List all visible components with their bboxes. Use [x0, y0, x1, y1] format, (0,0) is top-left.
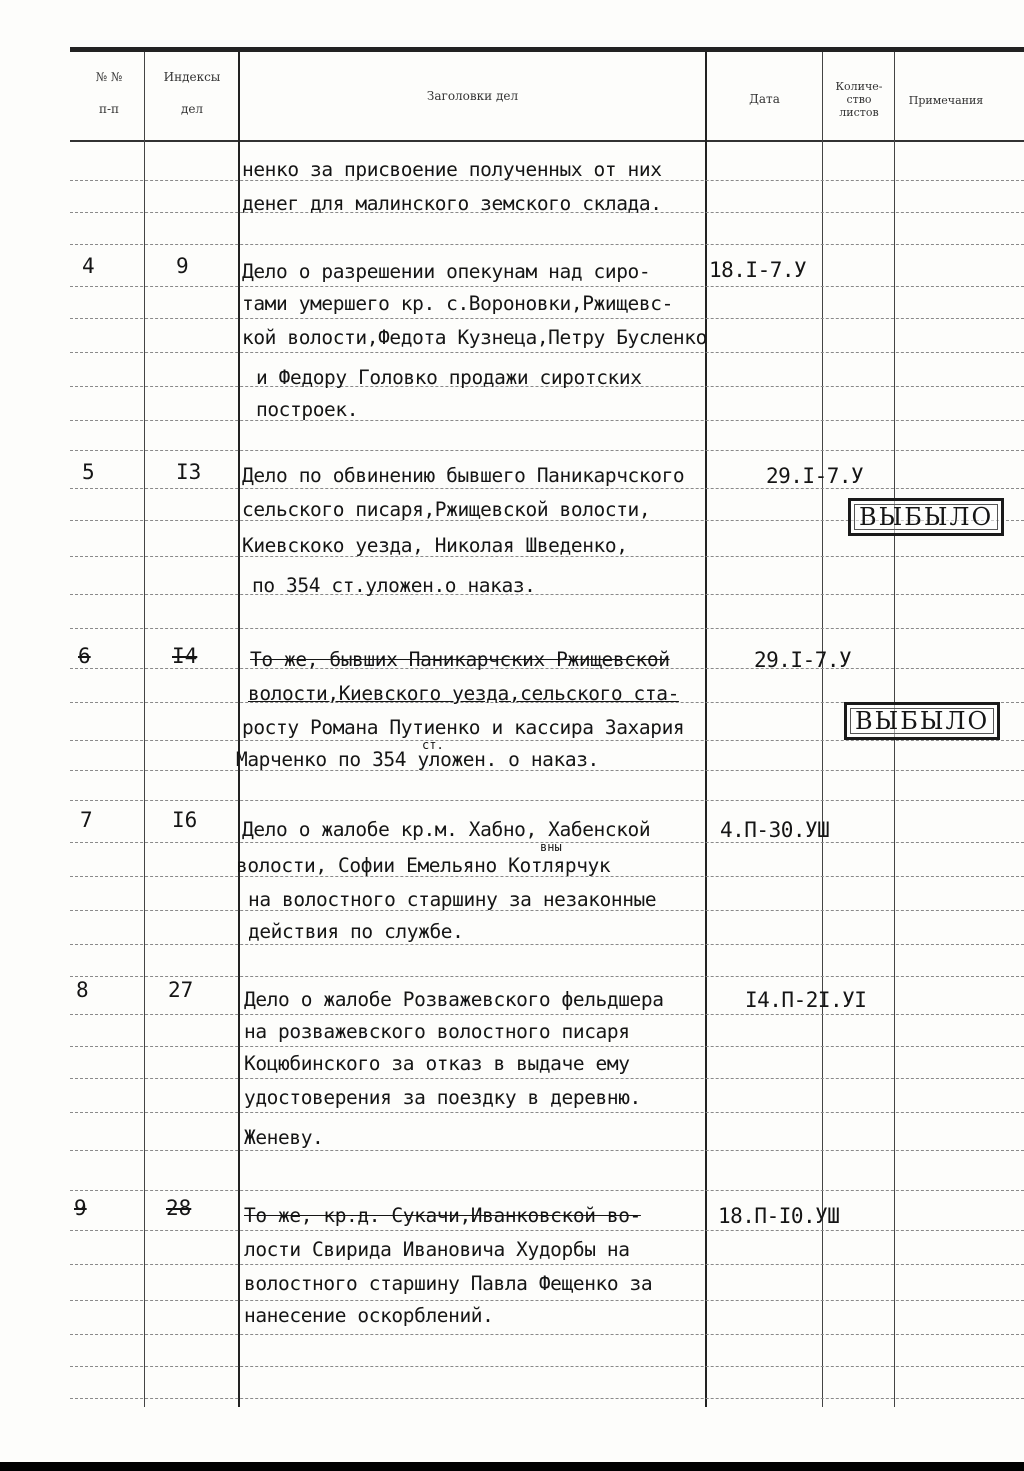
header-count-line2: ство: [846, 93, 872, 106]
rule: [70, 286, 1024, 287]
header-rule: [70, 140, 1024, 142]
rule: [70, 352, 1024, 353]
entry-index: I3: [176, 460, 202, 484]
header-index-line1: Индексы: [163, 70, 221, 84]
header-count: [824, 80, 894, 119]
entry-line: по 354 ст.уложен.о наказ.: [252, 574, 536, 597]
entry-index: I4: [172, 644, 198, 668]
col-line-3: [705, 52, 707, 1407]
header-index-line2: дел: [180, 102, 204, 116]
entry-line: лости Свирида Ивановича Худорбы на: [244, 1238, 630, 1261]
entry-line: нанесение оскорблений.: [244, 1304, 494, 1327]
entry-line: и Федору Головко продажи сиротских: [256, 366, 642, 389]
rule: [70, 450, 1024, 451]
entry-number: 5: [82, 460, 95, 484]
rule: [70, 1112, 1024, 1113]
header-count-line3: листов: [839, 106, 879, 119]
entry-line: волости, Софии Емельяно Котлярчук: [236, 854, 611, 877]
rule: [70, 944, 1024, 945]
entry-line: волостного старшину Павла Фещенко за: [244, 1272, 653, 1295]
entry-line: Дело о жалобе Розважевского фельдшера: [244, 988, 664, 1011]
rule: [70, 1300, 1024, 1301]
rule: [70, 1366, 1024, 1367]
header-number-line1: № №: [95, 70, 123, 84]
rule: [70, 318, 1024, 319]
entry-number: 4: [82, 254, 95, 278]
stamp-vybylo: ВЫБЫЛО: [848, 498, 1004, 536]
scan-bottom-edge: [0, 1462, 1024, 1471]
entry-line: Дело о жалобе кр.м. Хабно, Хабенской: [242, 818, 651, 841]
entry-line: То же, бывших Паникарчских Ржищевской: [250, 648, 670, 671]
entry-superscript: ст.: [422, 738, 444, 752]
header-number: [74, 70, 144, 116]
rule: [70, 1398, 1024, 1399]
entry-line: ненко за присвоение полученных от них: [242, 158, 662, 181]
entry-line: Женеву.: [244, 1126, 324, 1149]
entry-index: 28: [166, 1196, 192, 1220]
entry-number: 7: [80, 808, 93, 832]
rule: [70, 244, 1024, 245]
entry-line: сельского писаря,Ржищевской волости,: [242, 498, 651, 521]
stamp-vybylo: ВЫБЫЛО: [844, 702, 1000, 740]
entry-line: тами умершего кр. с.Вороновки,Ржищевс-: [242, 292, 673, 315]
rule: [70, 740, 1024, 741]
entry-index: I6: [172, 808, 198, 832]
entry-line: на волостного старшину за незаконные: [248, 888, 657, 911]
entry-line: волости,Киевского уезда,сельского ста-: [248, 682, 679, 705]
rule: [70, 1078, 1024, 1079]
entry-line: Дело по обвинению бывшего Паникарчского: [242, 464, 685, 487]
entry-line: на розважевского волостного писаря: [244, 1020, 630, 1043]
entry-index: 9: [176, 254, 189, 278]
entry-date: 29.I-7.У: [766, 464, 864, 488]
entry-line: удостоверения за поездку в деревню.: [244, 1086, 641, 1109]
rule: [70, 1334, 1024, 1335]
entry-number: 8: [76, 978, 89, 1002]
entry-date: 18.П-I0.УШ: [718, 1204, 840, 1228]
header-date: Дата: [749, 92, 780, 106]
rule: [70, 1150, 1024, 1151]
entry-date: 29.I-7.У: [754, 648, 852, 672]
rule: [70, 1190, 1024, 1191]
entry-line: кой волости,Федота Кузнеца,Петру Бусленко: [242, 326, 707, 349]
header-index: [146, 70, 238, 116]
entry-line: денег для малинского земского склада.: [242, 192, 662, 215]
entry-line: Дело о разрешении опекунам над сиро-: [242, 260, 651, 283]
entry-date: 18.I-7.У: [709, 258, 807, 282]
entry-date: 4.П-30.УШ: [720, 818, 830, 842]
header-notes: Примечания: [908, 94, 984, 107]
entry-line: действия по службе.: [248, 920, 464, 943]
rule: [70, 1264, 1024, 1265]
entry-line: Киевскоко уезда, Николая Шведенко,: [242, 534, 628, 557]
entry-line: Коцюбинского за отказ в выдаче ему: [244, 1052, 630, 1075]
header-title: Заголовки дел: [426, 89, 519, 103]
rule: [70, 594, 1024, 595]
col-line-2: [238, 52, 240, 1407]
rule: [70, 1230, 1024, 1231]
entry-date: I4.П-2I.УI: [745, 988, 867, 1012]
rule: [70, 1014, 1024, 1015]
rule: [70, 628, 1024, 629]
header-number-line2: п-п: [98, 102, 120, 116]
top-rule: [70, 47, 1024, 52]
header-count-line1: Количе-: [835, 80, 883, 93]
entry-line: То же, кр.д. Сукачи,Иванковской во-: [244, 1204, 641, 1227]
entry-line: построек.: [256, 398, 359, 421]
rule: [70, 1046, 1024, 1047]
entry-line: росту Романа Путиенко и кассира Захария: [242, 716, 685, 739]
col-line-1: [144, 52, 145, 1407]
rule: [70, 976, 1024, 977]
entry-superscript: вны: [540, 840, 562, 854]
entry-index: 27: [168, 978, 194, 1002]
rule: [70, 420, 1024, 421]
entry-number: 6: [78, 644, 91, 668]
rule: [70, 488, 1024, 489]
rule: [70, 800, 1024, 801]
entry-line: Марченко по 354 уложен. о наказ.: [236, 748, 599, 771]
entry-number: 9: [74, 1196, 87, 1220]
